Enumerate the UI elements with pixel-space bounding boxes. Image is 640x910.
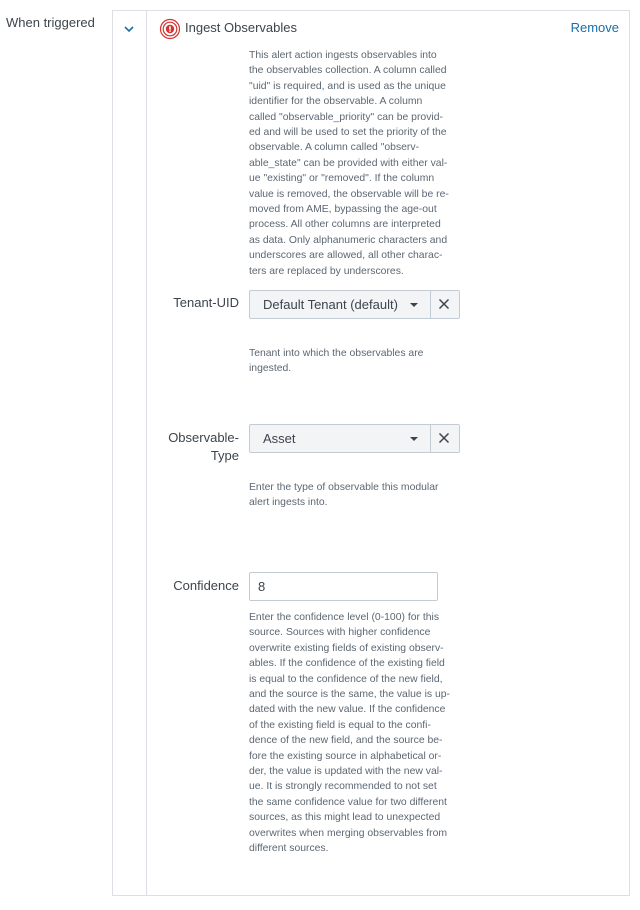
text-line: der, the value is updated with the new val- — [249, 766, 443, 778]
text-line: dated with the new value. If the confidence — [249, 704, 446, 716]
text-line: underscores are allowed, all other charac- — [249, 250, 443, 262]
text-line: process. All other columns are interpreted — [249, 219, 441, 231]
text-line: ue "existing" or "removed". If the column — [249, 173, 435, 185]
text-line: of the existing field is equal to the confi- — [249, 719, 431, 731]
text-line: identifier for the observable. A column — [249, 96, 423, 108]
tenant-uid-select[interactable] — [249, 290, 460, 319]
observable-target-icon — [159, 18, 181, 40]
text-line: is equal to the confidence of the new field, — [249, 673, 443, 685]
tenant-uid-select-value[interactable] — [250, 291, 430, 318]
observable-type-value: Asset — [263, 431, 296, 446]
close-icon — [438, 298, 450, 310]
text-line: Enter the confidence level (0-100) for this — [249, 612, 440, 623]
text-line: dence of the new field, and the source be- — [249, 735, 443, 747]
text-line: ables. If the confidence of the existing field — [249, 658, 445, 670]
observable-type-label — [168, 429, 239, 465]
action-description — [249, 48, 449, 279]
text-line: ue. It is strongly recommended to not set — [249, 781, 437, 793]
text-line: different sources. — [249, 843, 329, 855]
tenant-uid-clear-button[interactable] — [430, 291, 459, 318]
text-line: This alert action ingests observables into — [249, 50, 437, 61]
observable-type-clear-button[interactable] — [430, 425, 459, 452]
text-line: Enter the type of observable this modular — [249, 482, 439, 493]
confidence-input[interactable] — [249, 572, 438, 601]
confidence-label: Confidence — [173, 578, 239, 593]
caret-down-icon — [410, 437, 418, 441]
observable-type-select-value[interactable] — [250, 425, 430, 452]
text-line: ingested. — [249, 363, 292, 375]
when-triggered-label: When triggered — [6, 15, 95, 30]
text-line: overwrites when merging observables from — [249, 827, 448, 839]
confidence-help — [249, 610, 450, 857]
text-line: moved from AME, bypassing the age-out — [249, 204, 437, 216]
observable-type-select[interactable] — [249, 424, 460, 453]
text-line: ed and will be used to set the priority of the — [249, 127, 447, 139]
text-line: overwrite existing fields of existing observ- — [249, 642, 444, 654]
collapse-column — [113, 11, 147, 895]
text-line: sources, as this might lead to unexpected — [249, 812, 441, 824]
text-line: value is removed, the observable will be re- — [249, 188, 449, 200]
text-line: "uid" is required, and is used as the unique — [249, 80, 446, 92]
tenant-uid-help — [249, 346, 423, 377]
text-line: fore the existing source in alphabetical or- — [249, 750, 442, 762]
tenant-uid-value: Default Tenant (default) — [263, 297, 398, 312]
observable-type-label-line2: Type — [210, 448, 239, 463]
text-line: Tenant into which the observables are — [249, 348, 424, 359]
text-line: observable. A column called "observ- — [249, 142, 420, 154]
action-title: Ingest Observables — [185, 20, 298, 35]
text-line: the observables collection. A column called — [249, 65, 447, 77]
text-line: the same confidence value for two different — [249, 796, 447, 808]
text-line: able_state" can be provided with either val- — [249, 157, 448, 169]
remove-link[interactable]: Remove — [570, 20, 619, 35]
observable-type-label-line1: Observable- — [168, 430, 239, 445]
text-line: ters are replaced by underscores. — [249, 265, 404, 277]
chevron-down-icon[interactable] — [122, 22, 136, 36]
text-line: alert ingests into. — [249, 497, 328, 509]
tenant-uid-label: Tenant-UID — [173, 295, 239, 310]
alert-action-panel — [112, 10, 630, 896]
text-line: and the source is the same, the value is up- — [249, 689, 450, 701]
text-line: as data. Only alphanumeric characters and — [249, 234, 448, 246]
text-line: called "observable_priority" can be provid- — [249, 111, 443, 123]
observable-type-help — [249, 480, 438, 511]
close-icon — [438, 432, 450, 444]
caret-down-icon — [410, 303, 418, 307]
text-line: source. Sources with higher confidence — [249, 627, 431, 639]
